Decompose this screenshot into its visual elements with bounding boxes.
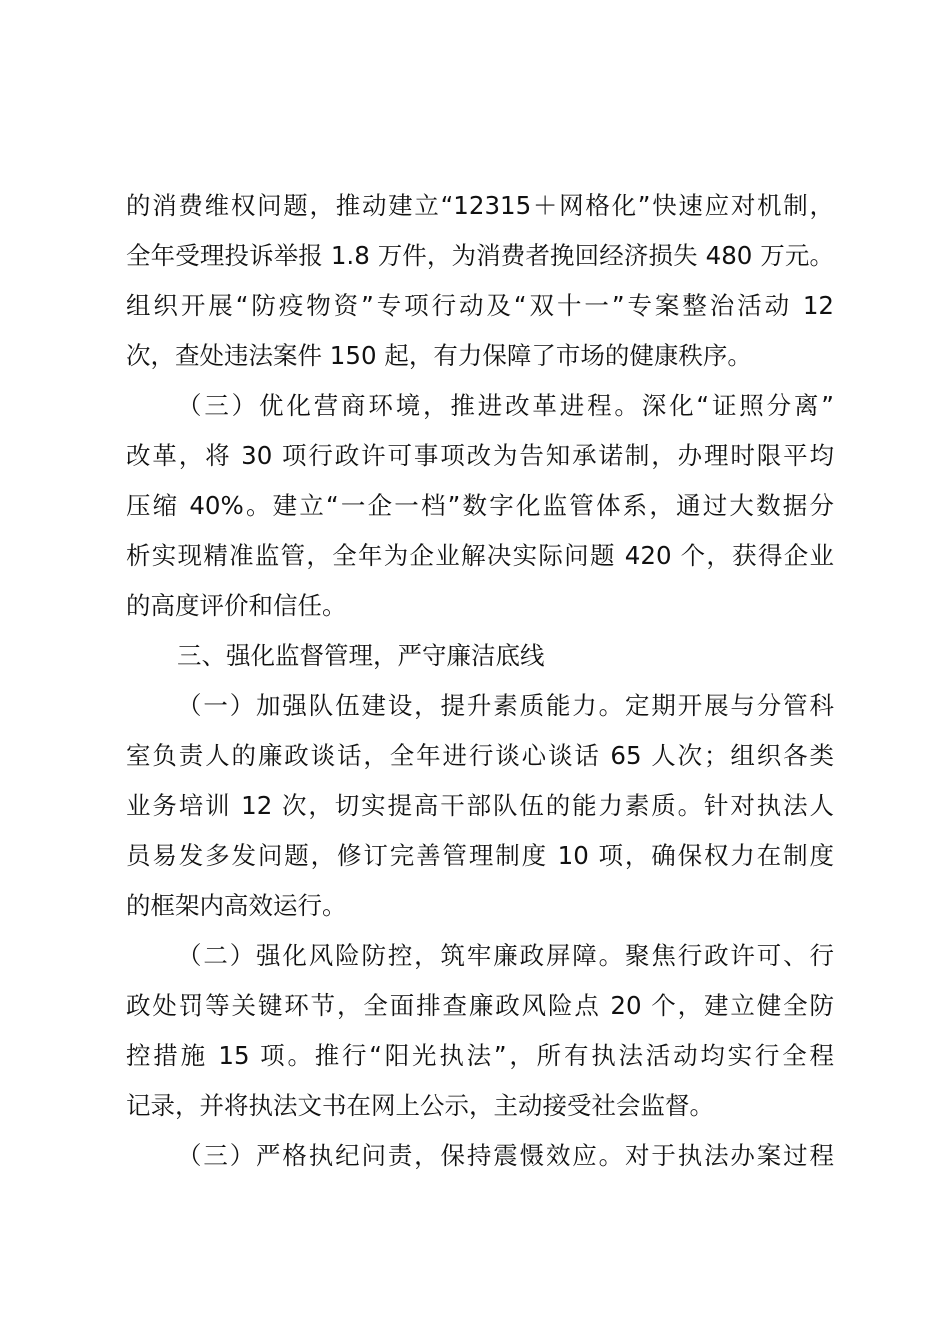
text-line: 室负责人的廉政谈话，全年进行谈心谈话 65 人次；组织各类 — [126, 741, 834, 770]
text-line: 政处罚等关键环节，全面排查廉政风险点 20 个，建立健全防 — [126, 991, 834, 1020]
text-line: 员易发多发问题，修订完善管理制度 10 项，确保权力在制度 — [126, 841, 834, 870]
text-line: （三）优化营商环境，推进改革进程。深化“证照分离” — [177, 391, 834, 420]
text-line: （一）加强队伍建设，提升素质能力。定期开展与分管科 — [177, 691, 834, 720]
text-line: 压缩 40%。建立“一企一档”数字化监管体系，通过大数据分 — [126, 491, 834, 520]
text-line: 次，查处违法案件 150 起，有力保障了市场的健康秩序。 — [126, 341, 752, 370]
text-line: 的框架内高效运行。 — [126, 891, 347, 920]
text-line: 业务培训 12 次，切实提高干部队伍的能力素质。针对执法人 — [126, 791, 834, 820]
text-line: 析实现精准监管，全年为企业解决实际问题 420 个，获得企业 — [126, 541, 834, 570]
section-heading: 三、强化监督管理，严守廉洁底线 — [177, 641, 545, 670]
text-line: 改革，将 30 项行政许可事项改为告知承诺制，办理时限平均 — [126, 441, 834, 470]
text-line: 控措施 15 项。推行“阳光执法”，所有执法活动均实行全程 — [126, 1041, 834, 1070]
text-line: 的消费维权问题，推动建立“12315＋网格化”快速应对机制， — [126, 191, 834, 220]
text-line: 的高度评价和信任。 — [126, 591, 347, 620]
text-line: 记录，并将执法文书在网上公示，主动接受社会监督。 — [126, 1091, 714, 1120]
text-line: 全年受理投诉举报 1.8 万件，为消费者挽回经济损失 480 万元。 — [126, 241, 834, 270]
text-line: 组织开展“防疫物资”专项行动及“双十一”专案整治活动 12 — [126, 291, 834, 320]
text-line: （二）强化风险防控，筑牢廉政屏障。聚焦行政许可、行 — [177, 941, 834, 970]
text-line: （三）严格执纪问责，保持震慑效应。对于执法办案过程 — [177, 1141, 834, 1170]
